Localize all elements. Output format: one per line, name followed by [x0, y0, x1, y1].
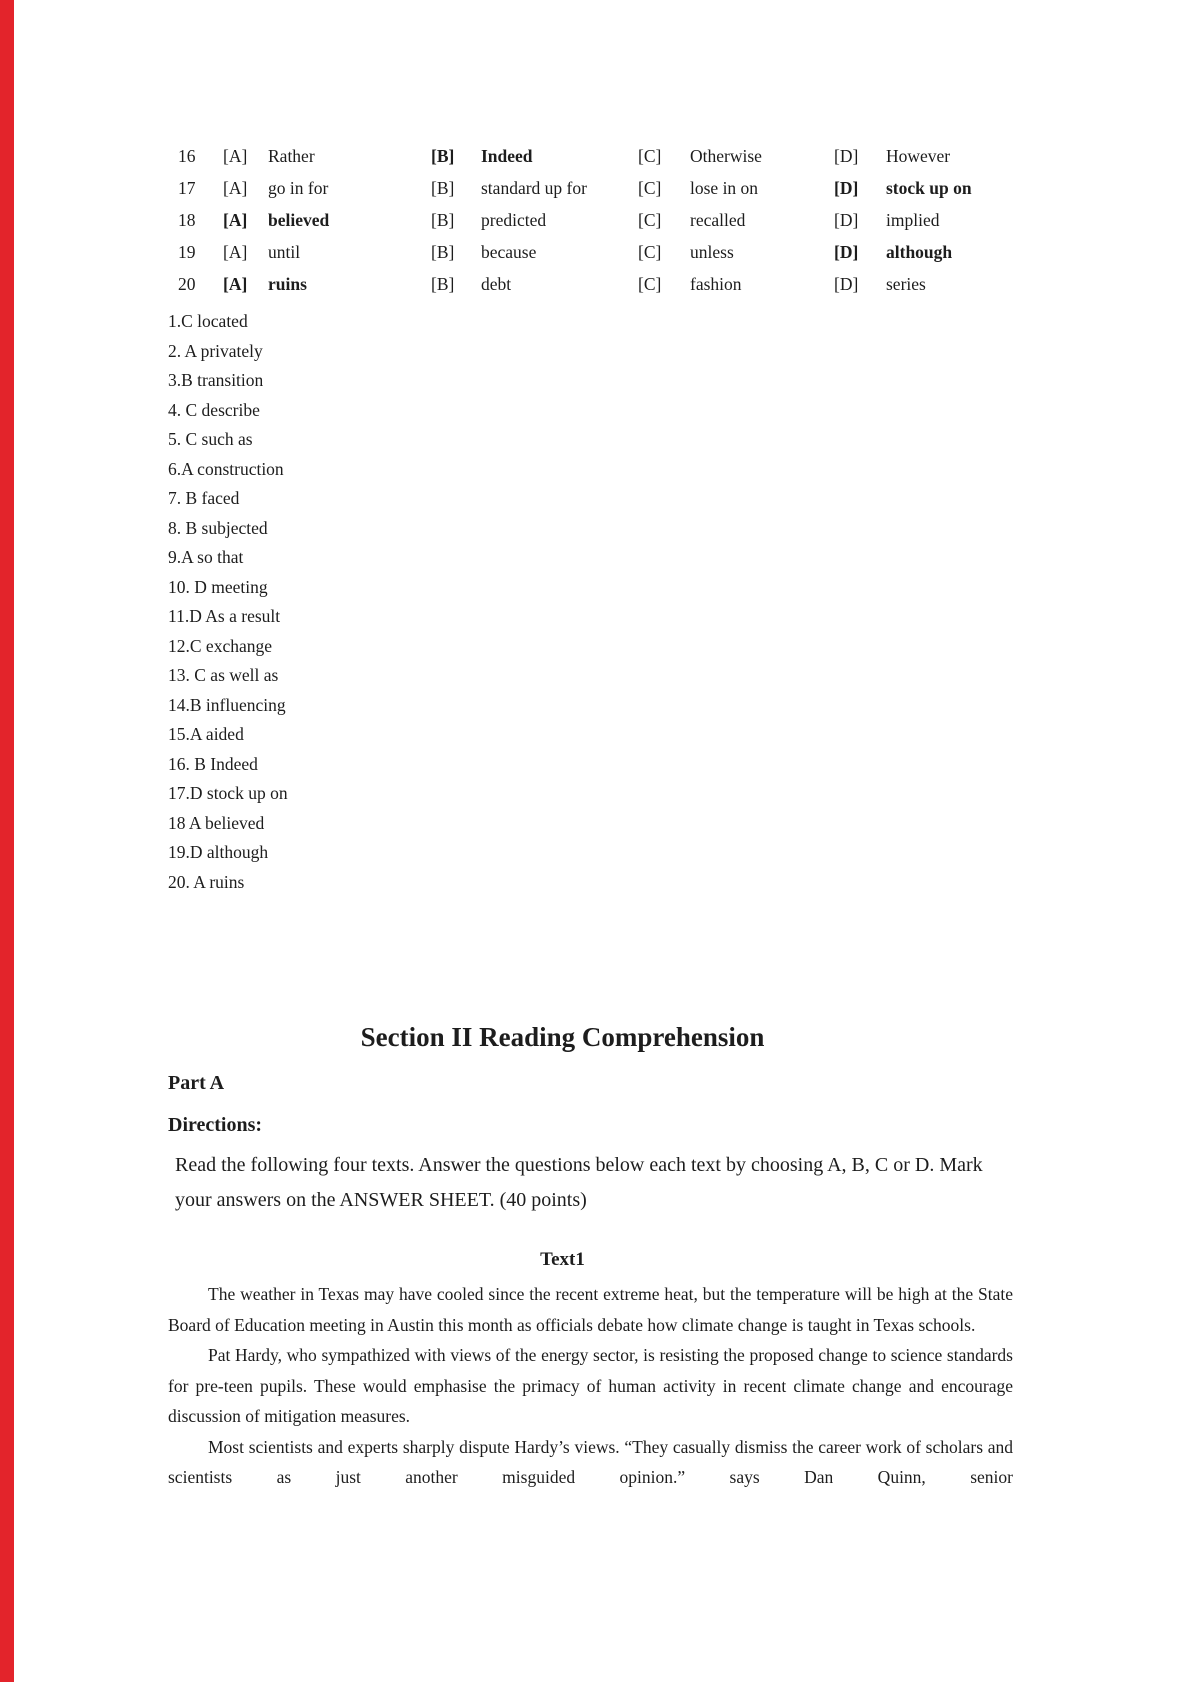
answer-key-item: 18 A believed — [168, 812, 265, 833]
left-edge-red-stripe — [0, 0, 14, 1682]
option-a-text: until — [268, 242, 301, 262]
answer-key-list — [168, 307, 288, 897]
option-d-text: stock up on — [886, 178, 972, 198]
option-d-tag: [D] — [834, 242, 859, 262]
option-c-text: recalled — [690, 210, 746, 230]
option-c-tag: [C] — [638, 242, 662, 262]
option-c-tag: [C] — [638, 178, 662, 198]
body-paragraph: Pat Hardy, who sympathized with views of the energy sector, is resisting the proposed change to science standards for pre-teen pupils. These would emphasise the primacy of human activity in recent climate change and encourage discussion of mitigation measures. — [168, 1345, 1013, 1426]
cloze-table-row — [168, 236, 1028, 268]
answer-key-item: 10. D meeting — [168, 576, 268, 597]
cloze-table-row — [168, 140, 1028, 172]
option-c-tag: [C] — [638, 210, 662, 230]
option-a-tag: [A] — [223, 242, 248, 262]
answer-key-item: 16. B Indeed — [168, 753, 258, 774]
option-b-text: because — [481, 242, 537, 262]
option-b-text: debt — [481, 274, 512, 294]
answer-key-item: 5. C such as — [168, 429, 253, 449]
option-a-text: ruins — [268, 274, 307, 294]
option-c-text: fashion — [690, 274, 742, 294]
question-number: 20 — [178, 274, 196, 294]
option-d-text: implied — [886, 210, 940, 230]
option-b-tag: [B] — [431, 242, 455, 262]
text1-heading: Text1 — [540, 1249, 585, 1270]
option-b-text: predicted — [481, 210, 547, 230]
option-c-text: unless — [690, 242, 734, 262]
answer-key-item: 15.A aided — [168, 724, 244, 744]
option-c-text: lose in on — [690, 178, 759, 198]
option-a-text: believed — [268, 210, 330, 230]
option-c-tag: [C] — [638, 146, 662, 166]
option-a-text: go in for — [268, 178, 329, 198]
option-d-text: However — [886, 146, 951, 166]
body-paragraph: The weather in Texas may have cooled since the recent extreme heat, but the temperature will be high at the State Board of Education meeting in Austin this month as officials debate how climate change is taught in Texas schools. — [168, 1284, 1013, 1335]
text1-body — [168, 1279, 1013, 1493]
option-c-tag: [C] — [638, 274, 662, 294]
directions-label: Directions: — [168, 1114, 263, 1136]
answer-key-item: 14.B influencing — [168, 694, 286, 715]
answer-key-item: 1.C located — [168, 311, 248, 331]
option-b-text: standard up for — [481, 178, 587, 198]
answer-key-item: 12.C exchange — [168, 635, 272, 656]
answer-key-item: 20. A ruins — [168, 871, 245, 892]
cloze-table-row — [168, 204, 1028, 236]
option-b-tag: [B] — [431, 146, 455, 166]
directions-text: Read the following four texts. Answer the questions below each text by choosing A, B, C or D. Mark your answers on the ANSWER SHEET. (40 points) — [175, 1154, 983, 1211]
answer-key-item: 7. B faced — [168, 488, 240, 508]
body-paragraph: Most scientists and experts sharply dispute Hardy’s views. “They casually dismiss the career work of scholars and scientists as just another misguided opinion.” says Dan Quinn, senior — [168, 1436, 1013, 1487]
option-d-tag: [D] — [834, 178, 859, 198]
option-d-text: although — [886, 242, 953, 262]
option-b-tag: [B] — [431, 178, 455, 198]
option-d-tag: [D] — [834, 274, 859, 294]
option-d-text: series — [886, 274, 926, 294]
answer-key-item: 2. A privately — [168, 340, 263, 361]
answer-key-item: 19.D although — [168, 842, 269, 862]
cloze-options-table — [168, 140, 1028, 300]
answer-key-item: 8. B subjected — [168, 517, 268, 538]
question-number: 16 — [178, 146, 196, 166]
question-number: 17 — [178, 178, 196, 198]
part-a-label: Part A — [168, 1072, 225, 1094]
option-a-tag: [A] — [223, 210, 248, 230]
answer-key-item: 6.A construction — [168, 458, 284, 479]
answer-key-item: 9.A so that — [168, 547, 244, 567]
option-a-tag: [A] — [223, 146, 248, 166]
cloze-table-row — [168, 268, 1028, 300]
option-d-tag: [D] — [834, 146, 859, 166]
option-a-tag: [A] — [223, 274, 248, 294]
option-a-text: Rather — [268, 146, 315, 166]
question-number: 19 — [178, 242, 196, 262]
option-c-text: Otherwise — [690, 146, 762, 166]
option-a-tag: [A] — [223, 178, 248, 198]
cloze-table-row — [168, 172, 1028, 204]
answer-key-item: 3.B transition — [168, 370, 264, 390]
option-b-tag: [B] — [431, 274, 455, 294]
answer-key-item: 11.D As a result — [168, 606, 281, 626]
answer-key-item: 4. C describe — [168, 399, 260, 420]
answer-key-item: 17.D stock up on — [168, 783, 288, 803]
question-number: 18 — [178, 210, 196, 230]
answer-key-item: 13. C as well as — [168, 665, 279, 685]
option-b-text: Indeed — [481, 146, 533, 166]
option-b-tag: [B] — [431, 210, 455, 230]
option-d-tag: [D] — [834, 210, 859, 230]
section-heading: Section II Reading Comprehension — [360, 1022, 765, 1052]
